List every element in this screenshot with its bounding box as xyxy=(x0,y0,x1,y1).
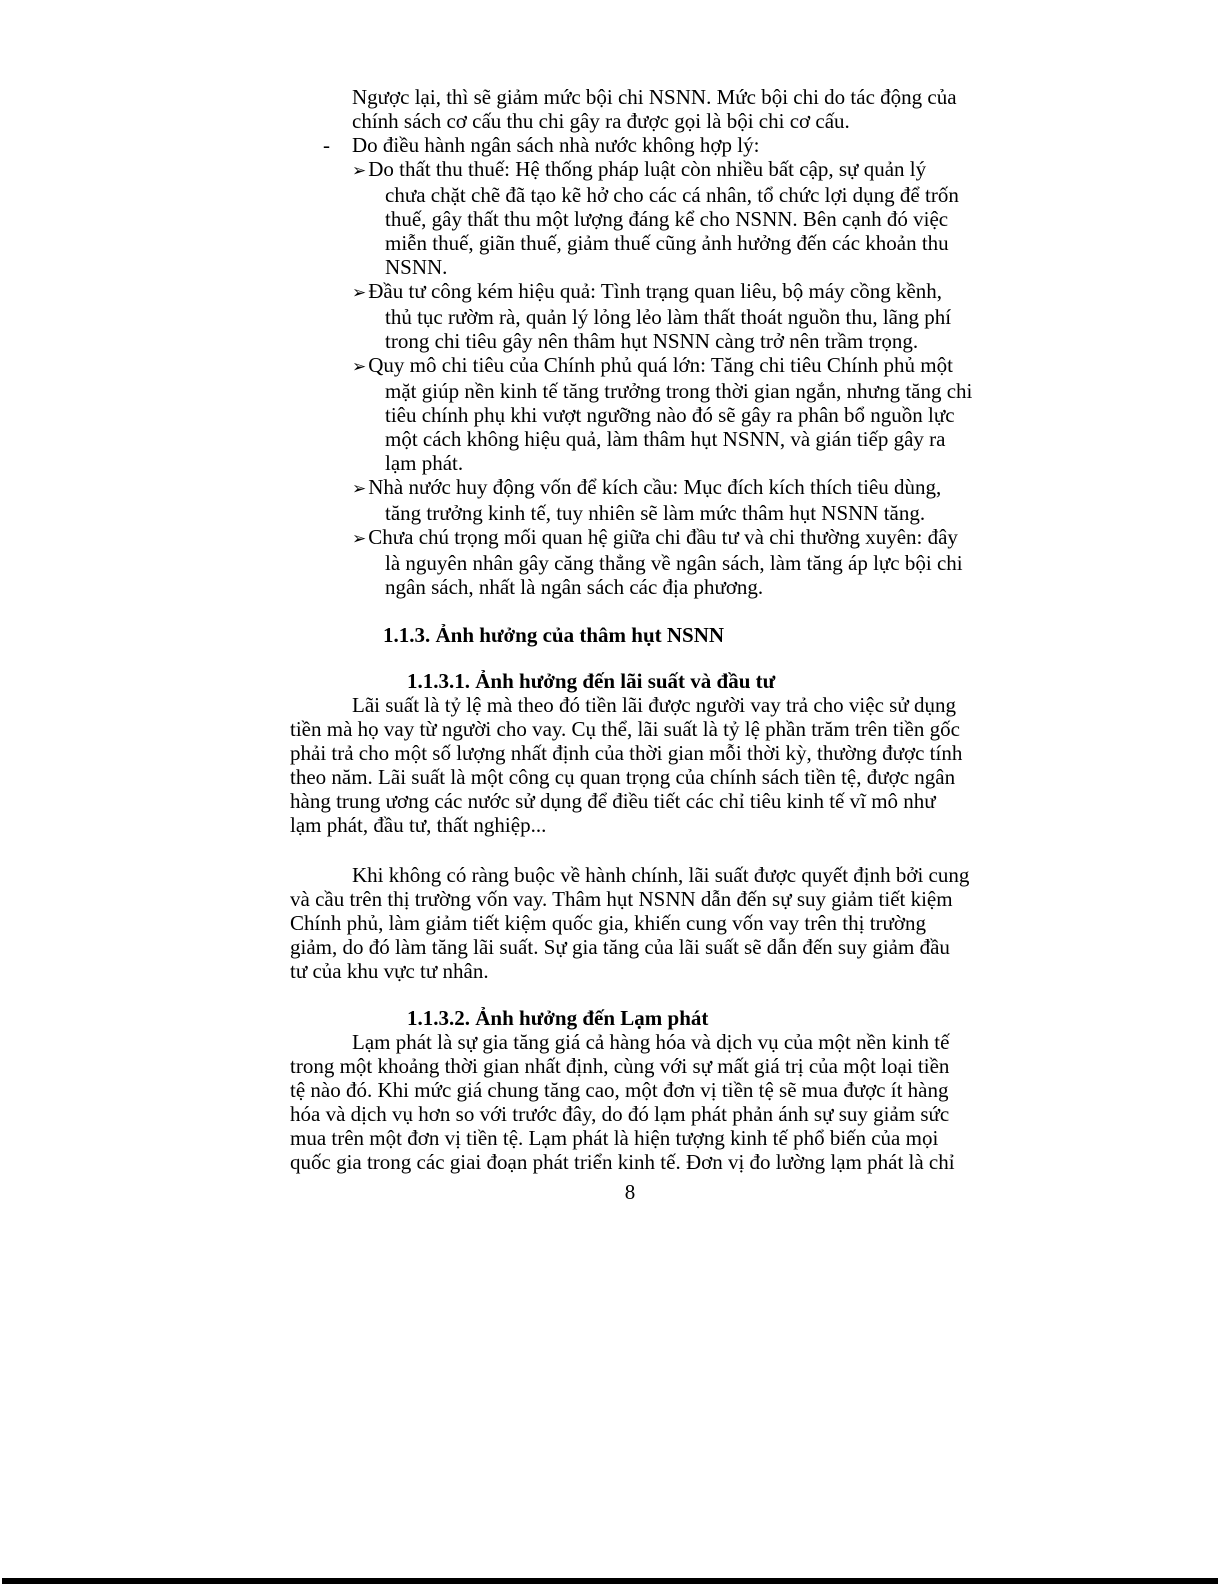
dash-bullet: - xyxy=(323,133,330,157)
bullet-item xyxy=(290,353,973,475)
text-line: ➢Do thất thu thuế: Hệ thống pháp luật còn nhiều bất cập, sự quản lý xyxy=(352,157,927,181)
paragraph xyxy=(290,1030,970,1174)
bullet-item xyxy=(290,525,970,599)
text-line: thủ tục rườm rà, quản lý lỏng lẻo làm thất thoát nguồn thu, lãng phí xyxy=(385,305,952,329)
text-line: theo năm. Lãi suất là một công cụ quan trọng của chính sách tiền tệ, được ngân xyxy=(290,765,956,789)
text-line: chưa chặt chẽ đã tạo kẽ hở cho các cá nhân, tổ chức lợi dụng để trốn xyxy=(385,183,959,207)
document-content xyxy=(290,85,973,1204)
text-line: NSNN. xyxy=(385,255,448,279)
text-line: mua trên một đơn vị tiền tệ. Lạm phát là hiện tượng kinh tế phổ biến của mọi xyxy=(290,1126,939,1150)
text-line: ➢Quy mô chi tiêu của Chính phủ quá lớn: Tăng chi tiêu Chính phủ một xyxy=(352,353,953,377)
page-scan-edge-artifact xyxy=(2,1578,1218,1584)
subsection-heading: 1.1.3.1. Ảnh hưởng đến lãi suất và đầu tư xyxy=(407,669,776,693)
text-line: hàng trung ương các nước sử dụng để điều tiết các chỉ tiêu kinh tế vĩ mô như xyxy=(290,789,936,813)
text-line: giảm, do đó làm tăng lãi suất. Sự gia tăng của lãi suất sẽ dẫn đến suy giảm đầu xyxy=(290,935,950,959)
text-line: ➢Nhà nước huy động vốn để kích cầu: Mục đích kích thích tiêu dùng, xyxy=(352,475,942,499)
text-line: Lạm phát là sự gia tăng giá cả hàng hóa và dịch vụ của một nền kinh tế xyxy=(352,1030,950,1054)
text-line: trong một khoảng thời gian nhất định, cùng với sự mất giá trị của một loại tiền xyxy=(290,1054,950,1078)
text-line: lạm phát, đầu tư, thất nghiệp... xyxy=(290,813,547,837)
page-number: 8 xyxy=(624,1180,636,1204)
text-line: tiêu chính phụ khi vượt ngưỡng nào đó sẽ gây ra phân bổ nguồn lực xyxy=(385,403,955,427)
text-line: là nguyên nhân gây căng thẳng về ngân sách, làm tăng áp lực bội chi xyxy=(385,551,963,575)
text-line: miễn thuế, giãn thuế, giảm thuế cũng ảnh hưởng đến các khoản thu xyxy=(385,231,949,255)
text-line: Khi không có ràng buộc về hành chính, lãi suất được quyết định bởi cung xyxy=(352,863,970,887)
text-line: tư của khu vực tư nhân. xyxy=(290,959,489,983)
text-line: tệ nào đó. Khi mức giá chung tăng cao, một đơn vị tiền tệ sẽ mua được ít hàng xyxy=(290,1078,949,1102)
text-line: trong chi tiêu gây nên thâm hụt NSNN càng trở nên trầm trọng. xyxy=(385,329,919,353)
text-line: Ngược lại, thì sẽ giảm mức bội chi NSNN. Mức bội chi do tác động của xyxy=(352,85,957,109)
text-line: - Do điều hành ngân sách nhà nước không hợp lý: xyxy=(323,133,760,157)
text-line: tiền mà họ vay từ người cho vay. Cụ thể, lãi suất là tỷ lệ phần trăm trên tiền gốc xyxy=(290,717,960,741)
text-line: hóa và dịch vụ hơn so với trước đây, do đó lạm phát phản ánh sự suy giảm sức xyxy=(290,1102,950,1126)
text-line: lạm phát. xyxy=(385,451,464,475)
arrow-bullet-icon: ➢ xyxy=(352,529,367,549)
arrow-bullet-icon: ➢ xyxy=(352,161,367,181)
arrow-bullet-icon: ➢ xyxy=(352,357,367,377)
text-line: thuế, gây thất thu một lượng đáng kể cho NSNN. Bên cạnh đó việc xyxy=(385,207,949,231)
text-line: quốc gia trong các giai đoạn phát triển kinh tế. Đơn vị đo lường lạm phát là chỉ xyxy=(290,1150,955,1174)
bullet-item xyxy=(290,475,970,525)
text-line: ➢Chưa chú trọng mối quan hệ giữa chi đầu tư và chi thường xuyên: đây xyxy=(352,525,958,549)
arrow-bullet-icon: ➢ xyxy=(352,283,367,303)
section-heading: 1.1.3. Ảnh hưởng của thâm hụt NSNN xyxy=(383,623,725,647)
subsection-heading: 1.1.3.2. Ảnh hưởng đến Lạm phát xyxy=(407,1006,709,1030)
paragraph xyxy=(290,693,970,837)
text-line: phải trả cho một số lượng nhất định của thời gian mỗi thời kỳ, thường được tính xyxy=(290,741,963,765)
text-line: ngân sách, nhất là ngân sách các địa phương. xyxy=(385,575,764,599)
text-line: Lãi suất là tỷ lệ mà theo đó tiền lãi được người vay trả cho việc sử dụng xyxy=(352,693,956,717)
text-line: ➢Đầu tư công kém hiệu quả: Tình trạng quan liêu, bộ máy cồng kềnh, xyxy=(352,279,943,303)
text-line: chính sách cơ cấu thu chi gây ra được gọi là bội chi cơ cấu. xyxy=(352,109,850,133)
paragraph xyxy=(290,863,970,983)
dash-item xyxy=(290,133,970,157)
arrow-bullet-icon: ➢ xyxy=(352,479,367,499)
bullet-item xyxy=(290,157,970,279)
text-line: mặt giúp nền kinh tế tăng trưởng trong thời gian ngắn, nhưng tăng chi xyxy=(385,379,973,403)
text-line: tăng trưởng kinh tế, tuy nhiên sẽ làm mức thâm hụt NSNN tăng. xyxy=(385,501,926,525)
bullet-item xyxy=(290,279,970,353)
text-line: Chính phủ, làm giảm tiết kiệm quốc gia, khiến cung vốn vay trên thị trường xyxy=(290,911,927,935)
text-line: một cách không hiệu quả, làm thâm hụt NSNN, và gián tiếp gây ra xyxy=(385,427,946,451)
text-line: và cầu trên thị trường vốn vay. Thâm hụt NSNN dẫn đến sự suy giảm tiết kiệm xyxy=(290,887,953,911)
continued-paragraph xyxy=(290,85,970,133)
